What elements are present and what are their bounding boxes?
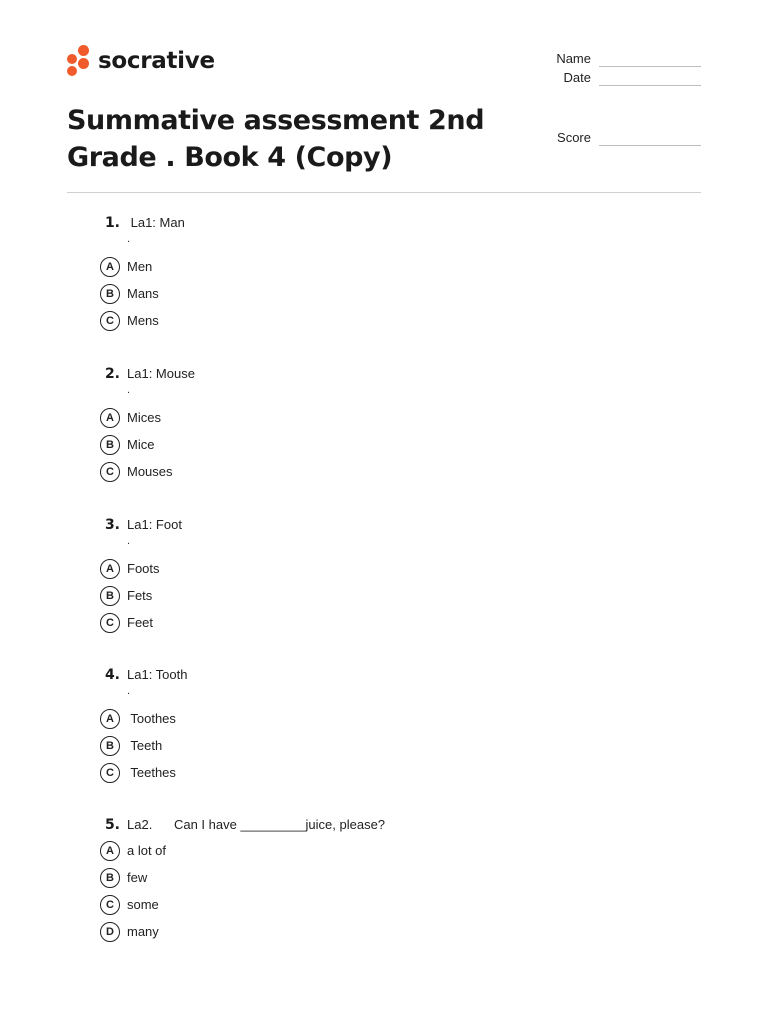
answer-option-c[interactable] <box>100 307 185 334</box>
question-text: La1: Man <box>127 215 185 230</box>
option-letter-circle[interactable]: B <box>100 284 120 304</box>
option-text: Mouses <box>127 464 173 479</box>
option-text: few <box>127 870 148 885</box>
question-text: La1: Foot <box>127 517 182 532</box>
question-3 <box>100 517 182 636</box>
option-letter-circle[interactable]: B <box>100 868 120 888</box>
question-number: 5. <box>104 817 120 833</box>
option-letter-circle[interactable]: A <box>100 709 120 729</box>
name-line[interactable] <box>599 54 701 67</box>
option-text: Teethes <box>127 765 176 780</box>
option-letter-circle[interactable]: C <box>100 895 120 915</box>
score-line[interactable] <box>599 133 701 146</box>
option-text: some <box>127 897 159 912</box>
question-number: 1. <box>104 215 120 231</box>
answer-option-c[interactable] <box>100 609 182 636</box>
answer-option-a[interactable] <box>100 253 185 280</box>
option-text: Teeth <box>127 738 163 753</box>
question-5 <box>100 817 385 945</box>
question-subtext: . <box>127 233 131 245</box>
answer-option-b[interactable] <box>100 864 385 891</box>
answer-option-b[interactable] <box>100 732 187 759</box>
question-text: La1: Mouse <box>127 366 195 381</box>
option-letter-circle[interactable]: C <box>100 613 120 633</box>
logo-dots-icon <box>67 45 91 77</box>
question-subtext: . <box>127 535 131 547</box>
option-letter-circle[interactable]: A <box>100 408 120 428</box>
option-text: Mans <box>127 286 159 301</box>
page-title: Summative assessment 2nd Grade . Book 4 (Copy) <box>67 105 485 173</box>
option-letter-circle[interactable]: D <box>100 922 120 942</box>
question-number: 4. <box>104 667 120 683</box>
question-4 <box>100 667 187 786</box>
question-text: La2. Can I have _________juice, please? <box>127 817 386 832</box>
option-letter-circle[interactable]: B <box>100 586 120 606</box>
date-line[interactable] <box>599 73 701 86</box>
date-label: Date <box>563 70 591 85</box>
date-field[interactable] <box>556 67 701 86</box>
student-info-fields <box>556 48 701 86</box>
answer-option-c[interactable] <box>100 458 195 485</box>
option-text: Men <box>127 259 153 274</box>
answer-option-b[interactable] <box>100 582 182 609</box>
option-text: Mens <box>127 313 159 328</box>
question-number: 3. <box>104 517 120 533</box>
option-text: Feet <box>127 615 154 630</box>
score-label: Score <box>557 130 591 145</box>
name-field[interactable] <box>556 48 701 67</box>
answer-option-a[interactable] <box>100 837 385 864</box>
option-letter-circle[interactable]: B <box>100 736 120 756</box>
option-text: Mice <box>127 437 155 452</box>
option-letter-circle[interactable]: C <box>100 763 120 783</box>
answer-option-d[interactable] <box>100 918 385 945</box>
question-subtext: . <box>127 384 131 396</box>
score-field[interactable] <box>557 130 701 146</box>
answer-option-c[interactable] <box>100 759 187 786</box>
option-text: Toothes <box>127 711 176 726</box>
option-text: many <box>127 924 159 939</box>
option-text: a lot of <box>127 843 167 858</box>
option-text: Mices <box>127 410 161 425</box>
question-1 <box>100 215 185 334</box>
socrative-logo <box>67 45 215 77</box>
answer-option-a[interactable] <box>100 404 195 431</box>
option-letter-circle[interactable]: B <box>100 435 120 455</box>
question-subtext: . <box>127 685 131 697</box>
name-label: Name <box>556 51 591 66</box>
option-letter-circle[interactable]: A <box>100 559 120 579</box>
question-number: 2. <box>104 366 120 382</box>
answer-option-b[interactable] <box>100 431 195 458</box>
option-letter-circle[interactable]: C <box>100 462 120 482</box>
logo-wordmark: socrative <box>98 48 215 74</box>
option-letter-circle[interactable]: A <box>100 841 120 861</box>
question-text: La1: Tooth <box>127 667 188 682</box>
answer-option-b[interactable] <box>100 280 185 307</box>
answer-option-a[interactable] <box>100 705 187 732</box>
answer-option-a[interactable] <box>100 555 182 582</box>
question-2 <box>100 366 195 485</box>
option-text: Fets <box>127 588 153 603</box>
option-letter-circle[interactable]: A <box>100 257 120 277</box>
option-letter-circle[interactable]: C <box>100 311 120 331</box>
header-divider <box>67 192 701 193</box>
option-text: Foots <box>127 561 160 576</box>
answer-option-c[interactable] <box>100 891 385 918</box>
